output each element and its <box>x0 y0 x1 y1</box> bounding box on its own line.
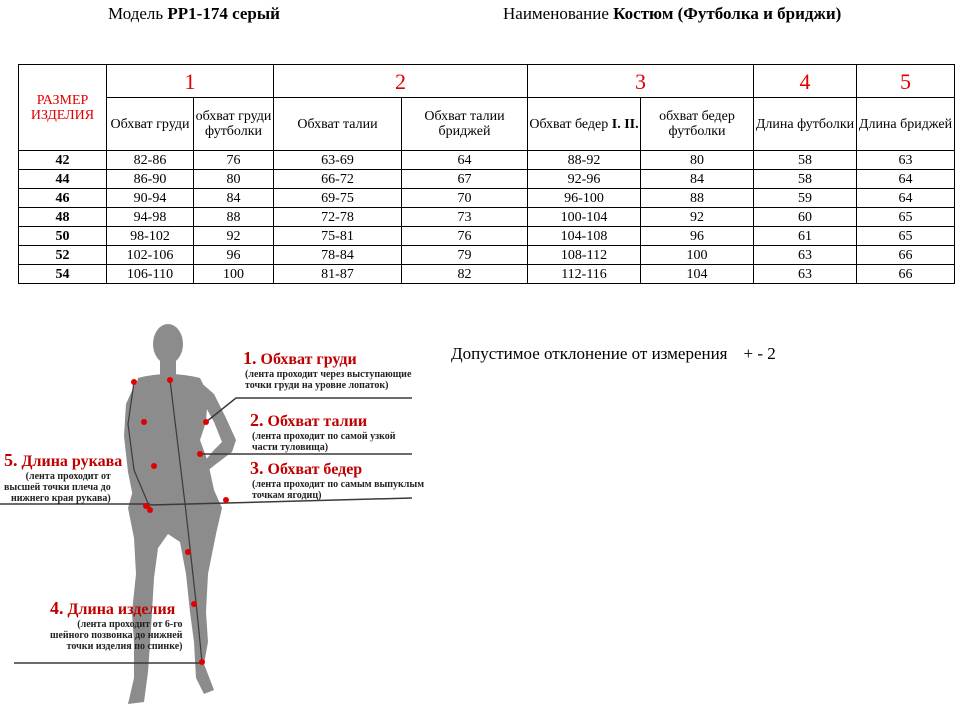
measure-desc: (лента проходит по самой узкой <box>252 431 396 442</box>
size-column-header: РАЗМЕР ИЗДЕЛИЯ <box>19 65 107 151</box>
table-cell: 58 <box>754 170 857 189</box>
measure-desc: точкам ягодиц) <box>252 490 322 501</box>
table-cell: 64 <box>857 189 955 208</box>
table-cell: 96 <box>641 227 754 246</box>
measure-label-sleeve <box>4 450 137 504</box>
measure-label-length <box>50 598 186 652</box>
table-cell: 59 <box>754 189 857 208</box>
size-table <box>18 64 955 284</box>
measure-num: 1. <box>243 348 257 368</box>
size-cell: 54 <box>19 265 107 284</box>
table-cell: 58 <box>754 151 857 170</box>
table-cell: 80 <box>194 170 274 189</box>
table-cell: 100-104 <box>528 208 641 227</box>
table-row <box>19 208 955 227</box>
measure-title: Длина изделия <box>67 601 176 618</box>
table-cell: 96 <box>194 246 274 265</box>
table-cell: 92-96 <box>528 170 641 189</box>
column-header: Обхват бедер I. II. <box>528 98 641 151</box>
table-cell: 88-92 <box>528 151 641 170</box>
table-cell: 92 <box>194 227 274 246</box>
measure-title: Обхват груди <box>260 351 357 368</box>
table-cell: 100 <box>194 265 274 284</box>
table-row <box>19 189 955 208</box>
measure-num: 5. <box>4 450 18 470</box>
group-header-4: 4 <box>754 65 857 98</box>
table-cell: 64 <box>402 151 528 170</box>
measure-title: Обхват бедер <box>267 461 363 478</box>
table-cell: 104-108 <box>528 227 641 246</box>
group-header-1: 1 <box>107 65 274 98</box>
measure-num: 3. <box>250 458 264 478</box>
size-cell: 46 <box>19 189 107 208</box>
table-cell: 65 <box>857 208 955 227</box>
model-label: Модель <box>108 4 164 23</box>
measure-desc: части туловища) <box>252 442 329 453</box>
measure-label-waist <box>250 410 396 453</box>
table-cell: 61 <box>754 227 857 246</box>
table-cell: 88 <box>194 208 274 227</box>
measure-desc: нижнего края рукава) <box>10 493 111 504</box>
size-table-body <box>19 151 955 284</box>
table-cell: 67 <box>402 170 528 189</box>
measure-title: Длина рукава <box>21 453 123 470</box>
table-cell: 100 <box>641 246 754 265</box>
table-cell: 64 <box>857 170 955 189</box>
measure-label-chest <box>243 348 411 391</box>
measure-label-hips <box>250 458 424 501</box>
table-row <box>19 227 955 246</box>
group-header-5: 5 <box>857 65 955 98</box>
table-cell: 96-100 <box>528 189 641 208</box>
size-cell: 52 <box>19 246 107 265</box>
measure-desc: (лента проходит через выступающие <box>245 369 412 380</box>
measure-num: 2. <box>250 410 264 430</box>
table-cell: 79 <box>402 246 528 265</box>
table-cell: 65 <box>857 227 955 246</box>
table-cell: 60 <box>754 208 857 227</box>
table-cell: 72-78 <box>274 208 402 227</box>
size-cell: 50 <box>19 227 107 246</box>
table-cell: 84 <box>641 170 754 189</box>
column-header: Обхват талии <box>274 98 402 151</box>
table-cell: 102-106 <box>107 246 194 265</box>
table-cell: 106-110 <box>107 265 194 284</box>
size-cell: 48 <box>19 208 107 227</box>
column-header: Обхват груди <box>107 98 194 151</box>
table-cell: 82 <box>402 265 528 284</box>
table-cell: 108-112 <box>528 246 641 265</box>
table-cell: 98-102 <box>107 227 194 246</box>
table-cell: 66 <box>857 265 955 284</box>
table-cell: 81-87 <box>274 265 402 284</box>
measure-desc: высшей точки плеча до <box>4 482 111 493</box>
group-header-2: 2 <box>274 65 528 98</box>
tolerance-note <box>451 344 776 364</box>
table-cell: 66 <box>857 246 955 265</box>
name-label: Наименование <box>503 4 609 23</box>
column-header: Длина бриджей <box>857 98 955 151</box>
table-cell: 76 <box>402 227 528 246</box>
table-cell: 80 <box>641 151 754 170</box>
column-header: обхват бедер футболки <box>641 98 754 151</box>
measure-desc: точки изделия по спинке) <box>66 641 183 652</box>
table-cell: 66-72 <box>274 170 402 189</box>
model-line <box>108 4 280 24</box>
table-cell: 82-86 <box>107 151 194 170</box>
size-cell: 44 <box>19 170 107 189</box>
table-cell: 92 <box>641 208 754 227</box>
table-cell: 63 <box>754 265 857 284</box>
column-header: обхват груди футболки <box>194 98 274 151</box>
table-cell: 104 <box>641 265 754 284</box>
name-value: Костюм (Футболка и бриджи) <box>613 4 842 23</box>
table-row <box>19 246 955 265</box>
table-cell: 63 <box>857 151 955 170</box>
table-row <box>19 170 955 189</box>
table-cell: 94-98 <box>107 208 194 227</box>
measure-desc: (лента проходит от 6-го <box>77 619 183 630</box>
table-cell: 63 <box>754 246 857 265</box>
table-cell: 112-116 <box>528 265 641 284</box>
product-name-line <box>503 4 841 24</box>
table-row <box>19 265 955 284</box>
table-row <box>19 151 955 170</box>
measure-num: 4. <box>50 598 64 618</box>
table-cell: 76 <box>194 151 274 170</box>
measure-desc: точки груди на уровне лопаток) <box>245 380 389 391</box>
column-header: Длина футболки <box>754 98 857 151</box>
model-value: РР1-174 серый <box>167 4 280 23</box>
table-cell: 73 <box>402 208 528 227</box>
group-header-3: 3 <box>528 65 754 98</box>
column-header: Обхват талии бриджей <box>402 98 528 151</box>
size-cell: 42 <box>19 151 107 170</box>
tolerance-text: Допустимое отклонение от измерения <box>451 344 728 363</box>
measure-title: Обхват талии <box>267 413 368 430</box>
table-cell: 63-69 <box>274 151 402 170</box>
table-cell: 86-90 <box>107 170 194 189</box>
measure-desc: шейного позвонка до нижней <box>50 630 183 641</box>
table-cell: 90-94 <box>107 189 194 208</box>
table-cell: 78-84 <box>274 246 402 265</box>
table-cell: 88 <box>641 189 754 208</box>
measure-desc: (лента проходит по самым выпуклым <box>252 479 425 490</box>
tolerance-value: + - 2 <box>743 344 776 363</box>
measure-desc: (лента проходит от <box>25 471 111 482</box>
table-cell: 70 <box>402 189 528 208</box>
table-cell: 69-75 <box>274 189 402 208</box>
table-cell: 84 <box>194 189 274 208</box>
table-cell: 75-81 <box>274 227 402 246</box>
